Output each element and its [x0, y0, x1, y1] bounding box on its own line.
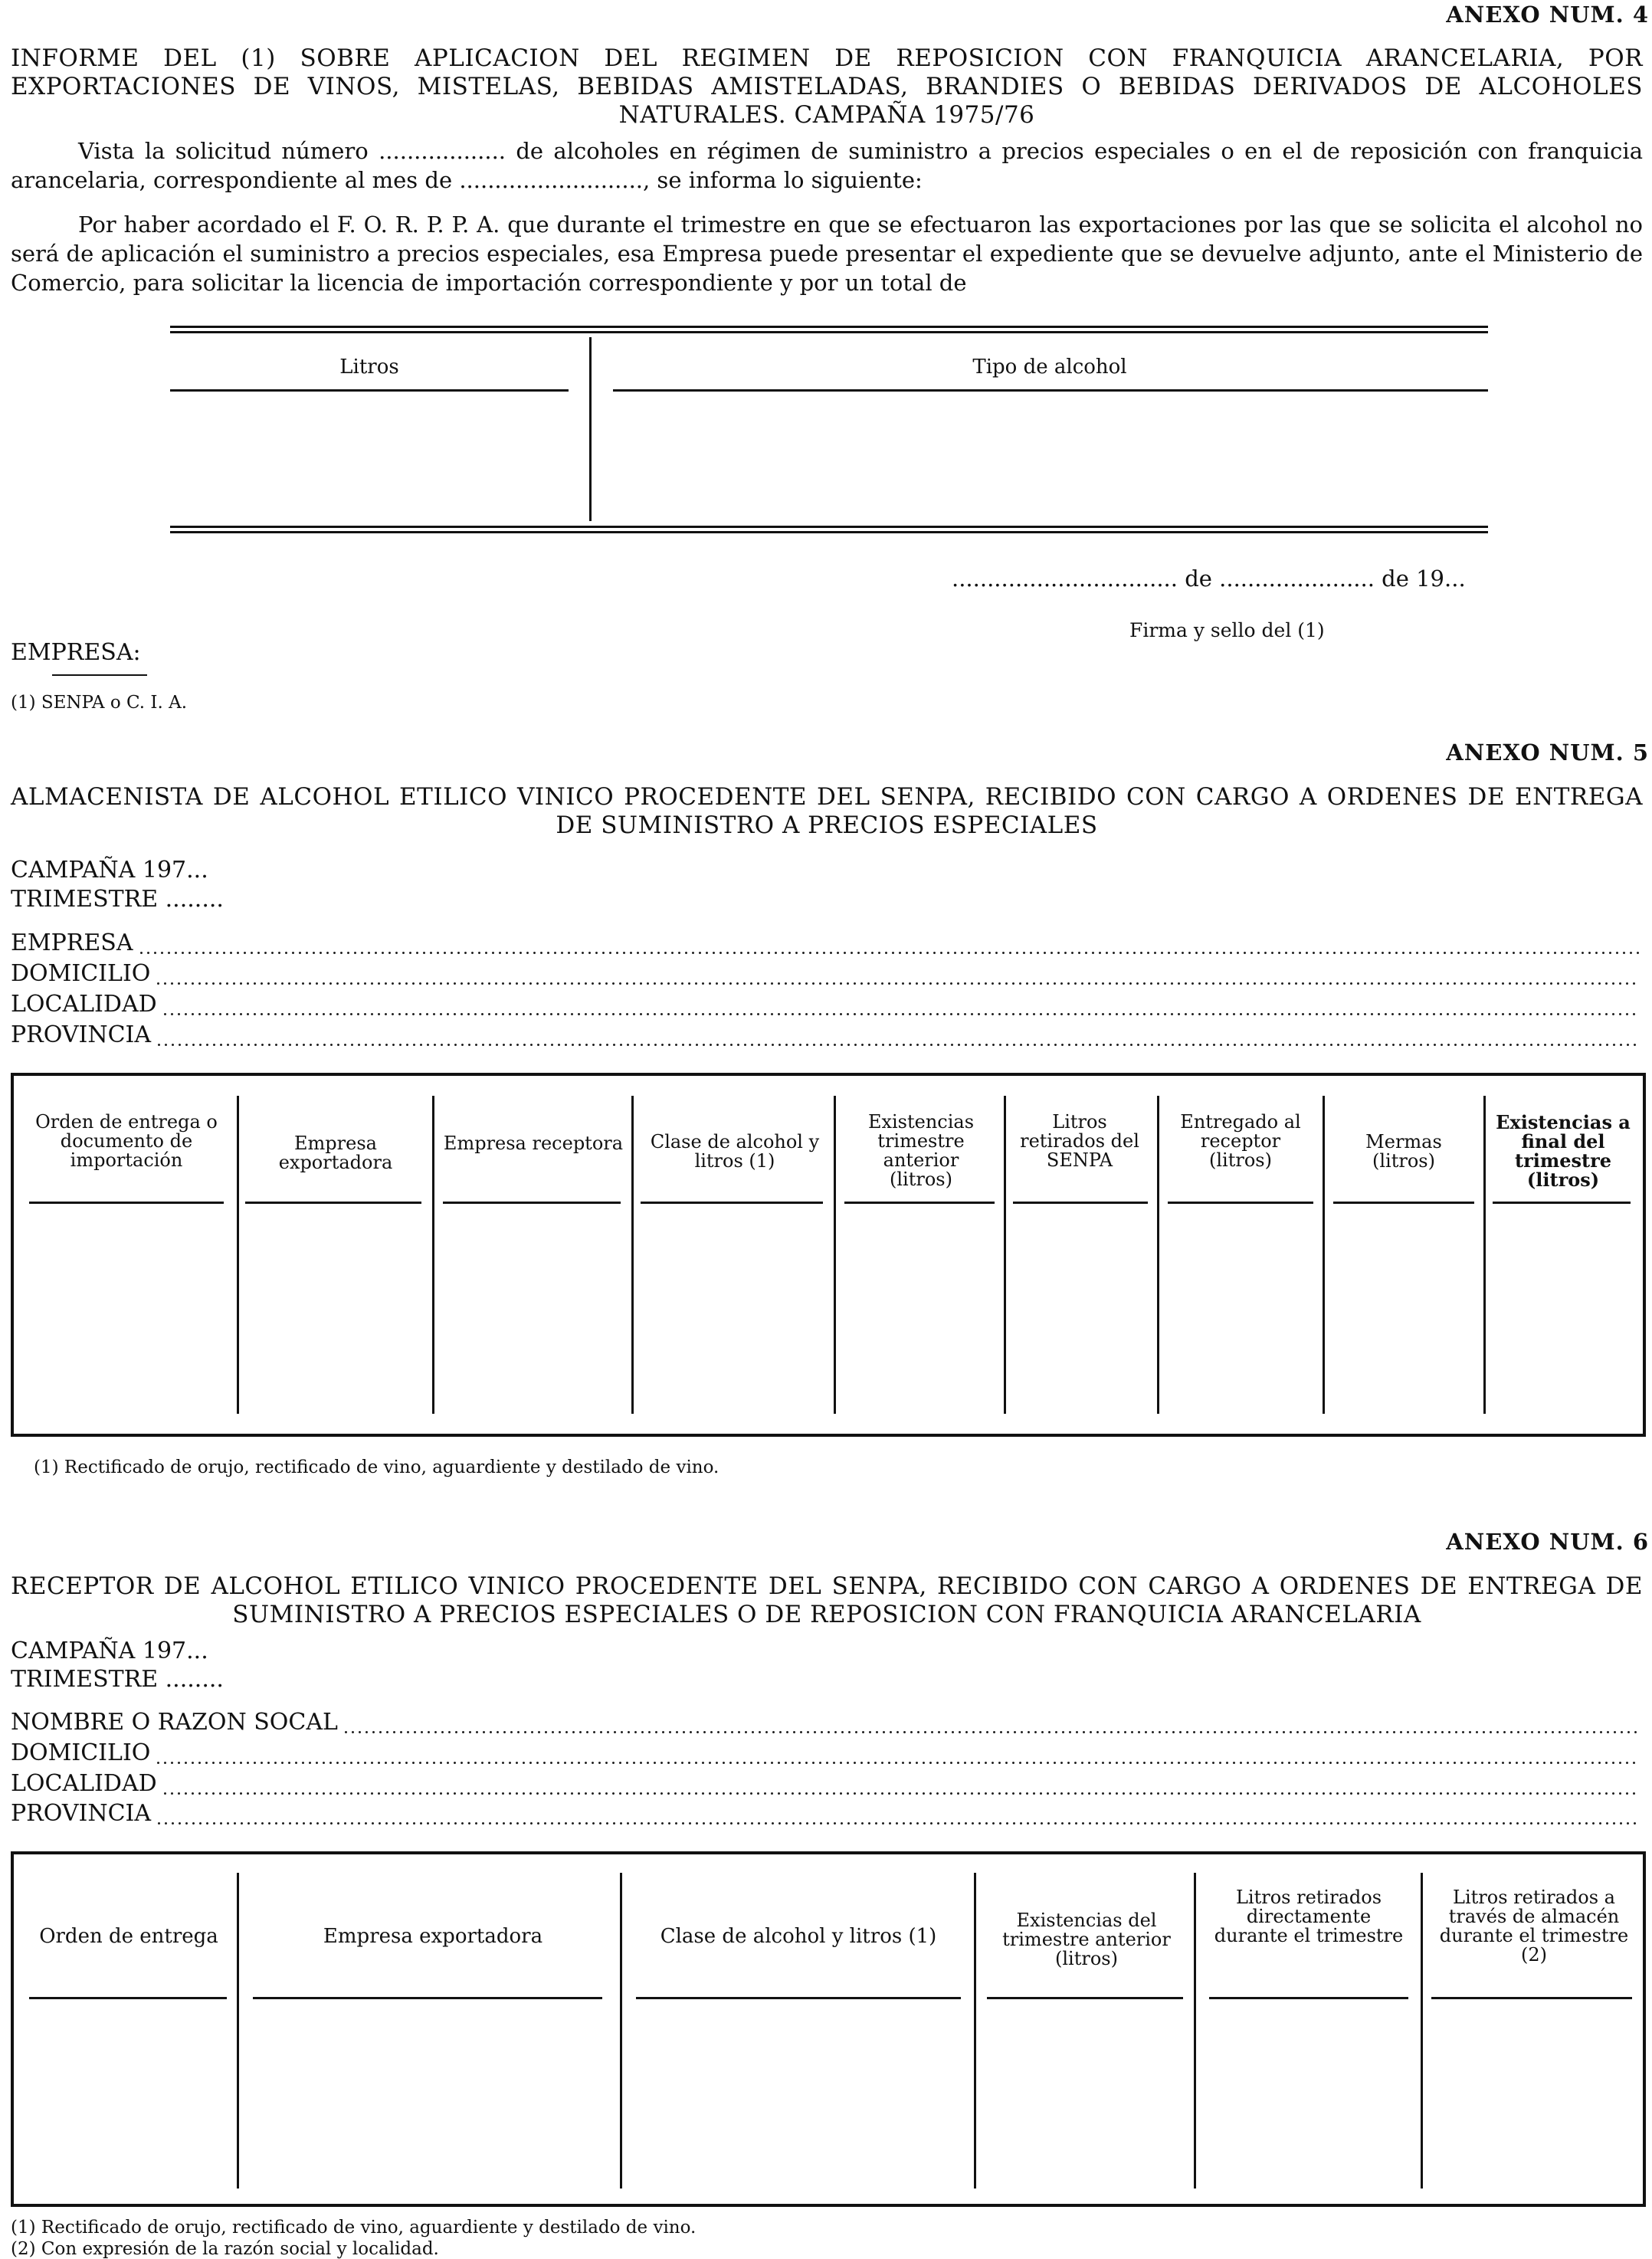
anexo-6-header-rule-4: [987, 1997, 1183, 1999]
anexo-5-field-localidad: [11, 987, 1643, 1018]
anexo-6-col-divider-4: [1194, 1873, 1196, 2189]
anexo-4-footnote: (1) SENPA o C. I. A.: [11, 693, 188, 713]
anexo-6-field-localidad-label: LOCALIDAD: [11, 1770, 157, 1797]
anexo-4-header-tipo-alcohol: Tipo de alcohol: [972, 356, 1127, 379]
anexo-4-header-rule-tipo: [613, 389, 1488, 392]
anexo-4-header-rule-litros: [170, 389, 569, 392]
anexo-5-trimestre: TRIMESTRE ........: [11, 886, 224, 913]
anexo-6-trimestre: TRIMESTRE ........: [11, 1666, 224, 1693]
anexo-4-table-top-rule: [170, 326, 1488, 333]
anexo-6-field-nombre: [11, 1705, 1643, 1736]
anexo-4-paragraph-1-text: Vista la solicitud número .................. de alcoholes en régimen de suministro a precios especiales o en el de reposición con franquicia arancelaria, correspondiente al mes de .........................., se informa lo siguiente:: [11, 138, 1643, 193]
anexo-6-field-provincia: [11, 1796, 1643, 1827]
anexo-6-field-domicilio-dots: [155, 1745, 1640, 1766]
anexo-5-header-rule-8: [1333, 1202, 1474, 1204]
anexo-6-heading: ANEXO NUM. 6: [1446, 1529, 1649, 1555]
anexo-4-date-line: ................................ de ...................... de 19...: [952, 566, 1466, 592]
anexo-5-field-provincia-dots: [156, 1027, 1640, 1048]
anexo-6-header-retirados-almacen: Litros retirados a través de almacén durante el trimestre (2): [1439, 1887, 1629, 1966]
anexo-6-field-nombre-label: NOMBRE O RAZON SOCAL: [11, 1709, 338, 1736]
anexo-6-header-rule-3: [636, 1997, 961, 1999]
anexo-5-header-rule-4: [641, 1202, 823, 1204]
anexo-5-header-rule-7: [1168, 1202, 1313, 1204]
anexo-5-header-rule-9: [1493, 1202, 1631, 1204]
anexo-5-field-localidad-dots: [162, 996, 1640, 1018]
anexo-6-header-existencias: Existencias del trimestre anterior (litros): [1002, 1910, 1171, 1969]
anexo-5-field-localidad-label: LOCALIDAD: [11, 991, 157, 1018]
anexo-5-col-divider-7: [1323, 1096, 1325, 1414]
anexo-5-col-divider-3: [631, 1096, 634, 1414]
anexo-6-col-divider-5: [1421, 1873, 1423, 2189]
anexo-4-heading: ANEXO NUM. 4: [1446, 2, 1649, 28]
anexo-6-header-rule-6: [1431, 1997, 1632, 1999]
anexo-5-field-empresa-dots: [138, 935, 1640, 956]
anexo-5-footnote: (1) Rectificado de orujo, rectificado de vino, aguardiente y destilado de vino.: [34, 1457, 719, 1477]
anexo-6-header-rule-1: [29, 1997, 227, 1999]
anexo-5-header-clase-alcohol: Clase de alcohol y litros (1): [650, 1131, 820, 1172]
anexo-6-header-empresa-exportadora: Empresa exportadora: [323, 1925, 543, 1948]
anexo-6-header-retirados-directamente: Litros retirados directamente durante el trimestre: [1214, 1887, 1404, 1946]
anexo-6-header-clase-alcohol: Clase de alcohol y litros (1): [660, 1925, 937, 1948]
anexo-6-col-divider-1: [237, 1873, 239, 2189]
anexo-4-footnote-rule: [52, 674, 147, 676]
anexo-6-field-localidad-dots: [162, 1775, 1640, 1797]
anexo-5-header-rule-3: [443, 1202, 621, 1204]
anexo-6-field-domicilio: [11, 1736, 1643, 1766]
anexo-6-field-provincia-label: PROVINCIA: [11, 1800, 152, 1827]
anexo-6-field-provincia-dots: [156, 1805, 1640, 1827]
anexo-5-header-rule-5: [844, 1202, 995, 1204]
anexo-5-header-existencias-anterior: Existencias trimestre anterior (litros): [867, 1111, 975, 1190]
anexo-6-title: RECEPTOR DE ALCOHOL ETILICO VINICO PROCEDENTE DEL SENPA, RECIBIDO CON CARGO A ORDENES DE ENTREGA DE SUMINISTRO A PRECIOS ESPECIALES O DE REPOSICION CON FRANQUICIA ARANCELARIA: [11, 1572, 1643, 1628]
anexo-5-field-empresa: [11, 926, 1643, 956]
anexo-6-col-divider-2: [620, 1873, 622, 2189]
anexo-4-title: INFORME DEL (1) SOBRE APLICACION DEL REGIMEN DE REPOSICION CON FRANQUICIA ARANCELARIA, POR EXPORTACIONES DE VINOS, MISTELAS, BEBIDAS AMISTELADAS, BRANDIES O BEBIDAS DERIVADOS DE ALCOHOLES NATURALES. CAMPAÑA 1975/76: [11, 44, 1643, 129]
anexo-4-signature-label: Firma y sello del (1): [1129, 619, 1325, 641]
anexo-5-header-empresa-receptora: Empresa receptora: [443, 1133, 624, 1154]
anexo-5-field-empresa-label: EMPRESA: [11, 930, 133, 956]
anexo-6-header-rule-2: [253, 1997, 602, 1999]
anexo-6-field-localidad: [11, 1766, 1643, 1797]
anexo-5-header-existencias-final: Existencias a final del trimestre (litros): [1496, 1111, 1631, 1191]
anexo-5-field-domicilio-dots: [155, 966, 1640, 987]
anexo-4-paragraph-2: [11, 210, 1643, 297]
anexo-5-col-divider-8: [1483, 1096, 1486, 1414]
anexo-4-empresa-label: EMPRESA:: [11, 639, 141, 666]
anexo-5-field-provincia: [11, 1018, 1643, 1048]
anexo-5-header-orden: Orden de entrega o documento de importación: [35, 1111, 218, 1171]
anexo-5-header-empresa-exportadora: Empresa exportadora: [278, 1133, 393, 1173]
anexo-6-footnote-1: (1) Rectificado de orujo, rectificado de vino, aguardiente y destilado de vino.: [11, 2218, 697, 2238]
anexo-5-header-rule-1: [29, 1202, 224, 1204]
anexo-5-table-frame: [11, 1073, 1646, 1437]
anexo-5-col-divider-5: [1004, 1096, 1006, 1414]
anexo-5-header-litros-retirados: Litros retirados del SENPA: [1020, 1111, 1139, 1171]
anexo-5-col-divider-6: [1157, 1096, 1159, 1414]
anexo-6-header-rule-5: [1209, 1997, 1408, 1999]
anexo-5-heading: ANEXO NUM. 5: [1446, 739, 1649, 766]
anexo-5-field-domicilio-label: DOMICILIO: [11, 960, 151, 987]
anexo-6-header-orden: Orden de entrega: [39, 1925, 218, 1948]
anexo-5-field-domicilio: [11, 956, 1643, 987]
anexo-4-table-divider: [589, 337, 592, 521]
anexo-5-campana: CAMPAÑA 197...: [11, 857, 208, 884]
anexo-5-header-entregado: Entregado al receptor (litros): [1180, 1111, 1301, 1171]
anexo-6-col-divider-3: [974, 1873, 976, 2189]
anexo-5-col-divider-2: [432, 1096, 434, 1414]
anexo-4-table-bottom-rule: [170, 526, 1488, 533]
anexo-5-field-provincia-label: PROVINCIA: [11, 1021, 152, 1048]
anexo-5-title: ALMACENISTA DE ALCOHOL ETILICO VINICO PROCEDENTE DEL SENPA, RECIBIDO CON CARGO A ORDENES DE ENTREGA DE SUMINISTRO A PRECIOS ESPECIALES: [11, 783, 1643, 839]
anexo-6-field-domicilio-label: DOMICILIO: [11, 1739, 151, 1766]
anexo-5-header-rule-2: [245, 1202, 421, 1204]
anexo-6-campana: CAMPAÑA 197...: [11, 1638, 208, 1664]
anexo-4-paragraph-2-text: Por haber acordado el F. O. R. P. P. A. que durante el trimestre en que se efectuaron las exportaciones por las que se solicita el alcohol no será de aplicación el suministro a precios especiales, esa Empresa puede presentar el expediente que se devuelve adjunto, ante el Ministerio de Comercio, para solicitar la licencia de importación correspondiente y por un total de: [11, 211, 1643, 296]
anexo-5-header-mermas: Mermas (litros): [1365, 1131, 1442, 1172]
anexo-5-col-divider-1: [237, 1096, 239, 1414]
anexo-5-header-rule-6: [1013, 1202, 1148, 1204]
anexo-6-footnote-2: (2) Con expresión de la razón social y localidad.: [11, 2239, 439, 2259]
anexo-5-col-divider-4: [834, 1096, 836, 1414]
anexo-6-field-nombre-dots: [343, 1714, 1640, 1736]
anexo-4-paragraph-1: [11, 136, 1643, 195]
anexo-4-header-litros: Litros: [339, 356, 399, 379]
